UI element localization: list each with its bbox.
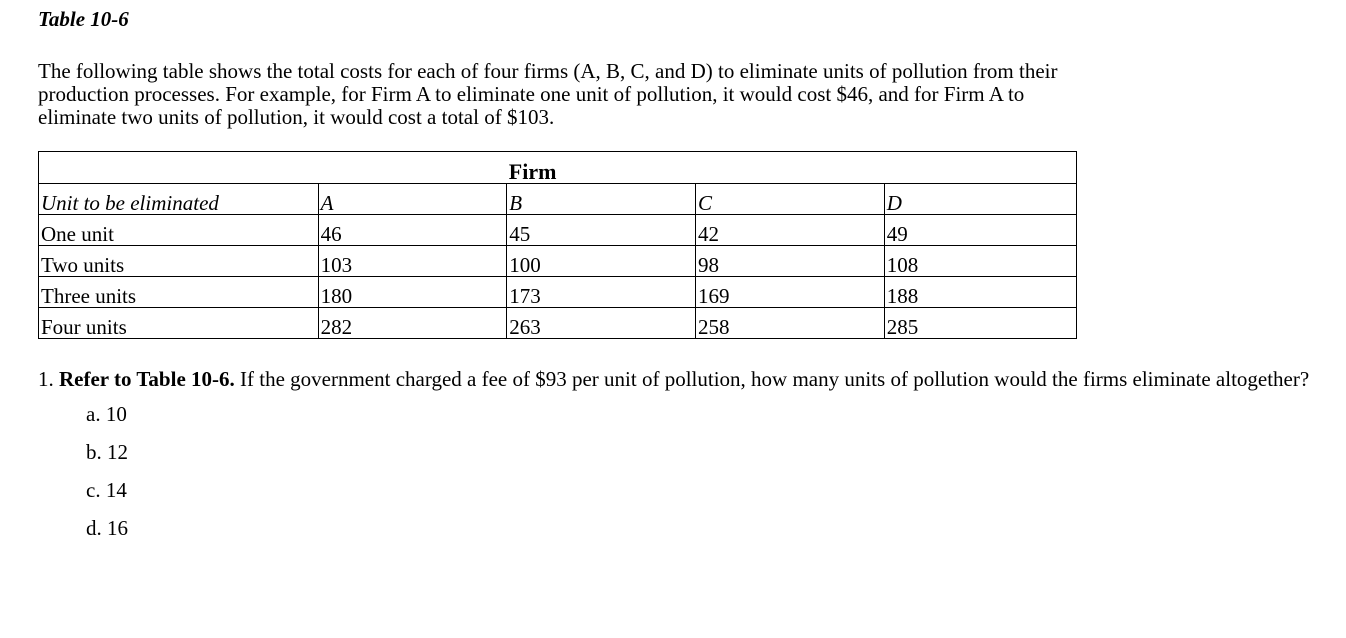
question-number: 1. — [38, 367, 54, 391]
row-label: Four units — [39, 308, 319, 339]
table-cell: 180 — [318, 277, 507, 308]
table-cell: 285 — [884, 308, 1076, 339]
table-cell: 45 — [507, 215, 696, 246]
option-letter: a. — [86, 402, 101, 426]
answer-option-d[interactable] — [86, 515, 1338, 553]
table-cell: 98 — [696, 246, 885, 277]
answer-options — [38, 401, 1338, 553]
table-group-header-row — [39, 152, 1077, 184]
table-cell: 100 — [507, 246, 696, 277]
table-cell: 169 — [696, 277, 885, 308]
option-letter: c. — [86, 478, 101, 502]
table-cell: 258 — [696, 308, 885, 339]
table-cell: 46 — [318, 215, 507, 246]
column-header-d: D — [884, 184, 1076, 215]
option-letter: b. — [86, 440, 102, 464]
option-value: 12 — [107, 440, 128, 464]
table-title: Table 10-6 — [38, 7, 129, 31]
table-cell: 173 — [507, 277, 696, 308]
table-row — [39, 308, 1077, 339]
question-lead: Refer to Table 10-6. — [59, 367, 235, 391]
table-cell: 103 — [318, 246, 507, 277]
option-value: 10 — [105, 402, 127, 426]
table-cell: 263 — [507, 308, 696, 339]
document-page — [38, 6, 1338, 553]
table-row — [39, 277, 1077, 308]
table-cell: 42 — [696, 215, 885, 246]
table-row — [39, 215, 1077, 246]
table-cell: 188 — [884, 277, 1076, 308]
table-row — [39, 246, 1077, 277]
table-cell: 108 — [884, 246, 1076, 277]
row-label: Three units — [39, 277, 319, 308]
table-cell: 49 — [884, 215, 1076, 246]
column-header-unit: Unit to be eliminated — [39, 184, 319, 215]
row-label: One unit — [39, 215, 319, 246]
option-letter: d. — [86, 516, 102, 540]
option-value: 14 — [105, 478, 127, 502]
column-header-a: A — [318, 184, 507, 215]
row-label: Two units — [39, 246, 319, 277]
table-cell: 282 — [318, 308, 507, 339]
answer-option-b[interactable] — [86, 439, 1338, 477]
column-header-b: B — [507, 184, 696, 215]
question-text: If the government charged a fee of $93 per unit of pollution, how many units of pollution would the firms eliminate altogether? — [240, 367, 1310, 391]
column-header-c: C — [696, 184, 885, 215]
answer-option-a[interactable] — [86, 401, 1338, 439]
firm-group-header: Firm — [507, 152, 696, 184]
answer-option-c[interactable] — [86, 477, 1338, 515]
option-value: 16 — [107, 516, 128, 540]
intro-paragraph: The following table shows the total costs for each of four firms (A, B, C, and D) to eliminate units of pollution from their production processes. For example, for Firm A to eliminate one unit of pollution, it would cost $46, and for Firm A to eliminate two units of pollution, it would cost a total of $103. — [38, 59, 1058, 129]
table-column-header-row — [39, 184, 1077, 215]
cost-table — [38, 151, 1077, 339]
question — [38, 367, 1338, 391]
